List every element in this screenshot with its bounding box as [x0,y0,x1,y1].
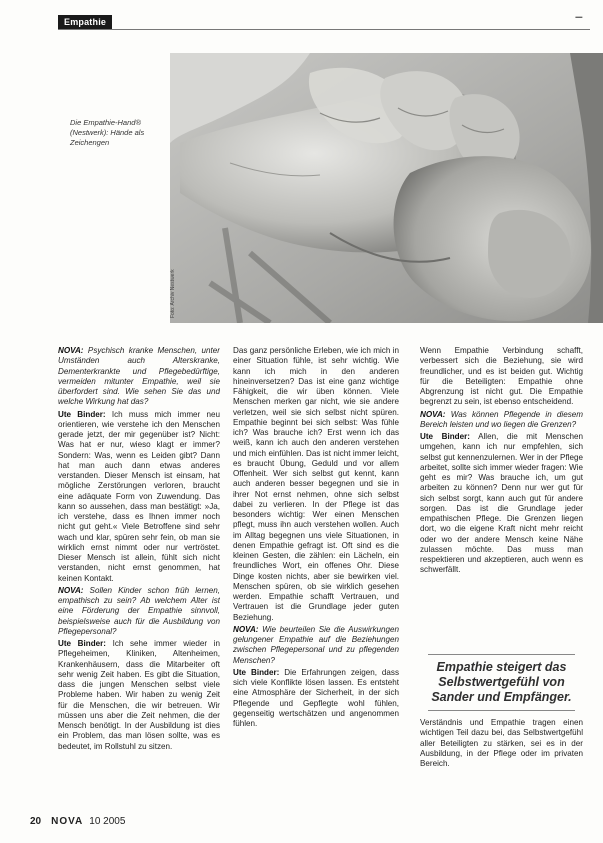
interview-answer [58,639,220,752]
paragraph-text: Ich sehe immer wieder in Pflegeheimen, Kliniken, Altenheimen, Krankenhäusern, dass die Mitarbeiter oft sehr wenig Zeit haben. Es gibt die Situation, dass die jungen Menschen selbst viele Probleme haben. Wir haben zu wenig Zeit für die Menschen, die wir betreuen. Wir müssen uns aber die Zeit nehmen, die der Mensch benötigt. In der Ausbildung ist dies ein Problem, das man lösen sollte, was es bedeutet, im Rollstuhl zu sitzen. [58,639,220,751]
body-paragraph [420,718,583,769]
speaker-label: Ute Binder: [58,639,106,648]
speaker-label: Ute Binder: [233,667,280,677]
folio [30,816,125,827]
top-rule [58,29,590,30]
speaker-label: Ute Binder: [420,432,470,441]
photo-credit: Foto: Archiv Nestwerk [170,269,176,318]
paragraph-text: Wenn Empathie Verbindung schafft, verbessert sich die Beziehung, sie wird freundlicher, und es ist beiden gut. Wichtig für die Beteiligten: Empathie ohne Abgrenzung ist nicht gut. Die Empathie begrenzt zu sein, ist ebenso entscheidend. [420,346,583,407]
paragraph-text: Verständnis und Empathie tragen einen wichtigen Teil dazu bei, das Selbstwertgefühl aller Beteiligten zu stärken, sei es in der Ausbildung, in der Pflege oder im privaten Bereich. [420,718,583,768]
paragraph-text: Ich muss mich immer neu orientieren, wie verstehe ich den Menschen gerade jetzt, der mir gegenüber ist? Nicht: Was hat er nur, wieso klagt er immer? Sondern: Was, wenn es Leiden gibt? Dann hat man auch dann etwas anderes verstanden. Dieser Mensch ist einsam, hat mögliche Zerstörungen verloren, braucht eine adäquate Form von Zuwendung. Das kann so aussehen, dass man bestätigt: »Ja, ich verstehe, dass es Ihnen immer noch nicht gut geht.« Viele Betroffene sind sehr wach und klar, spüren sehr fein, ob man sie wirklich ernst nimmt oder nur vertröstet. Dieser Mensch ist allein, fühlt sich nicht verstanden, nicht ernst genommen, hat keinen Kontakt. [58,409,220,583]
interview-question [58,346,220,408]
photo-caption: Die Empathie-Hand® (Nestwerk): Hände als Zeichengen [70,118,145,147]
column-3-continued [420,718,583,804]
speaker-label: NOVA: [58,585,84,595]
paragraph-text: Wie beurteilen Sie die Auswirkungen gelungener Empathie auf die Beziehungen zwischen Pflegepersonal und zu pflegenden Menschen? [233,624,399,665]
issue-number: 10 2005 [89,816,126,827]
corner-mark: – [575,8,583,24]
magazine-name: NOVA [51,816,84,827]
paragraph-text: Was können Pflegende in diesem Bereich leisten und wo liegen die Grenzen? [420,409,583,429]
paragraph-text: Allen, die mit Menschen umgehen, kann ich nur empfehlen, sich selbst gut kennenzulernen. Wer in der Pflege arbeitet, sollte sich immer wieder fragen: Wie geht es mir? Was brauche ich, um gut arbeiten zu können? Denn nur wer gut für sich selbst sorgt, kann auch gut für andere sorgen. Das ist die Grundlage jeder empathischen Pflege. Die Grenzen liegen dort, wo die eigene Kraft nicht mehr reicht oder wo der andere Mensch keine Nähe zulassen möchte. Das muss man respektieren und akzeptieren, auch wenn es schwerfällt. [420,432,583,575]
speaker-label: NOVA: [58,346,84,355]
column-2 [233,346,399,804]
column-1 [58,346,220,804]
section-tag: Empathie [58,15,112,30]
pull-quote [420,647,583,718]
interview-question [420,410,583,431]
paragraph-text: Das ganz persönliche Erleben, wie ich mich in einer Situation fühle, ist sehr wichtig. Wie kann ich mich in den anderen hineinversetzen? Das ist eine ganz wichtige Fähigkeit, die wir üben können. Viele Menschen merken gar nicht, wie sie andere verletzen, weil sie sich selbst nicht spüren. Empathie beginnt bei sich selbst: Was fühle ich? Was brauche ich? Erst wenn ich das weiß, kann ich auch den anderen verstehen und mich einfühlen. Das ist nicht immer leicht, es braucht Übung, Geduld und vor allem Offenheit. Wer sich selbst gut kennt, kann auch anderen besser begegnen und sie in ihrer Not ernst nehmen, ohne sich selbst dabei zu verlieren. In der Pflege ist das besonders wichtig: Wer einen Menschen pflegt, muss ihn auch verstehen wollen. Auch im Alltag begegnen uns viele Situationen, in denen Empathie gefragt ist. Oft sind es die kleinen Gesten, die zählen: ein Lächeln, ein freundliches Wort, ein offenes Ohr. Diese Dinge kosten nichts, aber sie bewirken viel. Menschen spüren, ob sie wirklich gesehen werden. Empathie schafft Vertrauen, und Vertrauen ist die Grundlage jeder guten Beziehung. [233,346,399,622]
paragraph-text: Die Erfahrungen zeigen, dass sich viele Konflikte lösen lassen. Es entsteht eine Atmosphäre der Sicherheit, in der sich Pflegende und Gepflegte wohl fühlen, gegenseitig wertschätzen und angenommen fühlen. [233,667,399,728]
body-paragraph [233,346,399,623]
hands-photo [170,53,603,323]
interview-answer [58,410,220,584]
body-paragraph [420,346,583,408]
speaker-label: Ute Binder: [58,409,106,419]
interview-answer [420,432,583,576]
column-3 [420,346,583,642]
paragraph-text: Psychisch kranke Menschen, unter Umständen auch Alterskranke, Dementerkrankte und Pflegebedürftige, vermeiden mitunter Empathie, weil sie überfordert sind. Wie sehen Sie das und welche Wirkung hat das? [58,346,220,407]
interview-question [233,625,399,666]
interview-answer [233,668,399,730]
pull-quote-text: Empathie steigert das Selbstwertgefühl von Sander und Empfänger. [431,660,572,704]
page-number: 20 [30,816,42,827]
speaker-label: NOVA: [233,624,259,634]
pull-quote-rule-bottom [428,710,575,711]
paragraph-text: Sollen Kinder schon früh lernen, empathisch zu sein? Ab welchem Alter ist eine Förderung der Empathie sinnvoll, beispielsweise auch für die Ausbildung von Pflegepersonal? [58,585,220,636]
speaker-label: NOVA: [420,409,446,419]
interview-question [58,586,220,637]
